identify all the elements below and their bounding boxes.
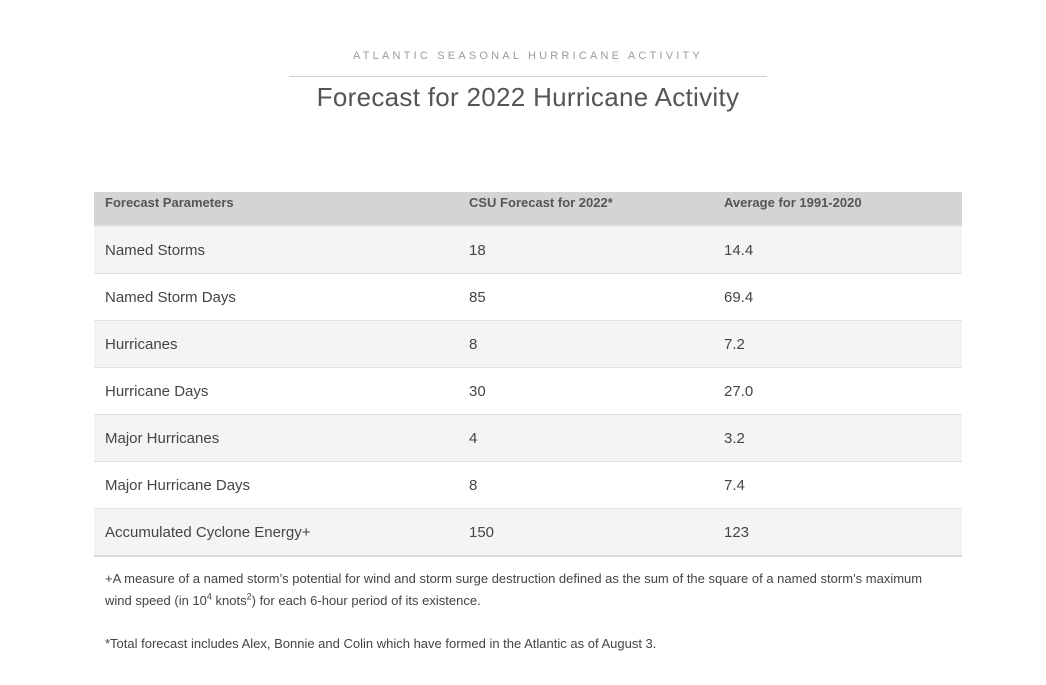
table-row — [94, 368, 962, 415]
average-cell: 27.0 — [724, 382, 754, 400]
average-cell: 123 — [724, 523, 750, 541]
forecast-table — [94, 192, 962, 557]
ace-footnote-text: knots — [211, 593, 247, 608]
average-cell: 7.2 — [724, 335, 745, 353]
column-header: Forecast Parameters — [105, 195, 234, 210]
table-row — [94, 321, 962, 368]
parameter-cell: Hurricanes — [105, 335, 178, 353]
table-row — [94, 415, 962, 462]
table-header-row — [94, 192, 962, 227]
table-row — [94, 274, 962, 321]
forecast-cell: 150 — [469, 523, 495, 541]
table-row — [94, 227, 962, 274]
forecast-cell: 30 — [469, 382, 486, 400]
forecast-cell: 8 — [469, 476, 478, 494]
parameter-cell: Major Hurricanes — [105, 429, 220, 447]
parameter-cell: Hurricane Days — [105, 382, 209, 400]
column-header: Average for 1991-2020 — [724, 195, 862, 210]
parameter-cell: Accumulated Cyclone Energy+ — [105, 523, 311, 541]
table-row — [94, 509, 962, 557]
parameter-cell: Named Storms — [105, 241, 206, 259]
ace-footnote — [105, 568, 935, 612]
ace-footnote-text: ) for each 6-hour period of its existence. — [251, 593, 481, 608]
column-header: CSU Forecast for 2022* — [469, 195, 613, 210]
average-cell: 69.4 — [724, 288, 754, 306]
total-footnote: *Total forecast includes Alex, Bonnie and Colin which have formed in the Atlantic as of August 3. — [105, 636, 657, 651]
average-cell: 14.4 — [724, 241, 754, 259]
parameter-cell: Named Storm Days — [105, 288, 236, 306]
ace-exponent: 2 — [246, 591, 252, 602]
page-title: Forecast for 2022 Hurricane Activity — [316, 82, 740, 112]
forecast-cell: 18 — [469, 241, 486, 259]
ace-exponent: 4 — [206, 591, 212, 602]
average-cell: 3.2 — [724, 429, 745, 447]
footnotes — [105, 568, 935, 655]
forecast-cell: 4 — [469, 429, 478, 447]
forecast-cell: 85 — [469, 288, 486, 306]
forecast-cell: 8 — [469, 335, 478, 353]
title-divider — [289, 76, 767, 77]
ace-footnote-text: +A measure of a named storm’s potential for wind and storm surge destruction defined as the sum of the square of a named storm’s maximum wind speed (in 10 — [105, 571, 923, 608]
average-cell: 7.4 — [724, 476, 745, 494]
parameter-cell: Major Hurricane Days — [105, 476, 251, 494]
table-row — [94, 462, 962, 509]
section-kicker: ATLANTIC SEASONAL HURRICANE ACTIVITY — [353, 50, 703, 62]
